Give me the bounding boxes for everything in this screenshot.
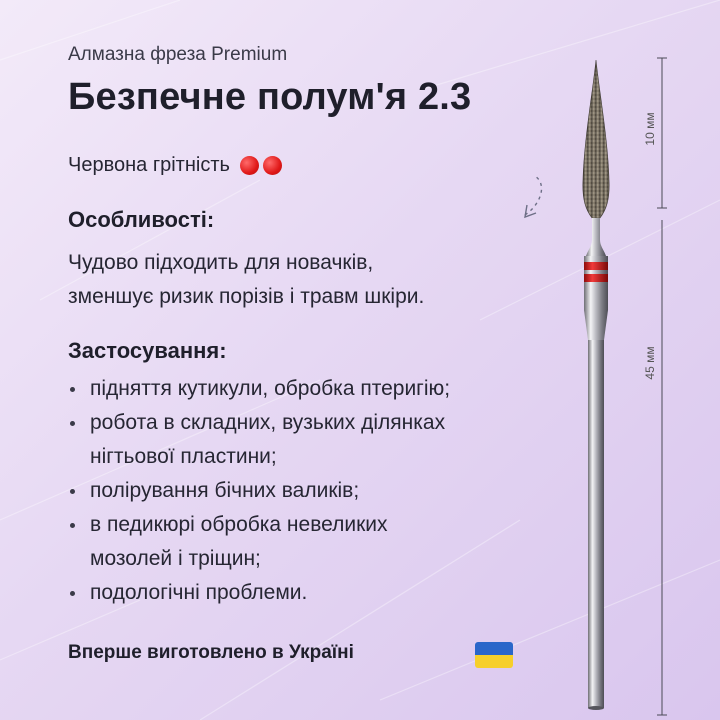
grit-label: Червона грітність bbox=[68, 154, 230, 176]
grit-indicator bbox=[68, 154, 282, 177]
product-title: Безпечне полум'я 2.3 bbox=[68, 76, 472, 118]
product-subtitle: Алмазна фреза Premium bbox=[68, 44, 288, 65]
head-length-label: 10 мм bbox=[643, 112, 657, 146]
list-item: полірування бічних валиків; bbox=[68, 474, 568, 508]
features-text bbox=[68, 246, 424, 314]
features-line: Чудово підходить для новачків, bbox=[68, 251, 374, 274]
dimension-lines bbox=[640, 50, 700, 720]
list-item: подологічні проблеми. bbox=[68, 576, 568, 610]
red-grit-dot-icon bbox=[240, 156, 259, 175]
total-length-label: 45 мм bbox=[643, 346, 657, 380]
made-in-ukraine-text: Вперше виготовлено в Україні bbox=[68, 642, 354, 663]
list-item: підняття кутикули, обробка птеригію; bbox=[68, 372, 568, 406]
red-grit-dot-icon bbox=[263, 156, 282, 175]
features-heading: Особливості: bbox=[68, 207, 215, 232]
features-line: зменшує ризик порізів і травм шкіри. bbox=[68, 285, 425, 308]
uses-list bbox=[68, 372, 568, 610]
list-item: робота в складних, вузьких ділянках нігтьової пластини; bbox=[68, 406, 568, 474]
ukraine-flag-icon bbox=[475, 642, 513, 668]
uses-heading: Застосування: bbox=[68, 338, 227, 363]
list-item: в педикюрі обробка невеликих мозолей і тріщин; bbox=[68, 508, 568, 576]
